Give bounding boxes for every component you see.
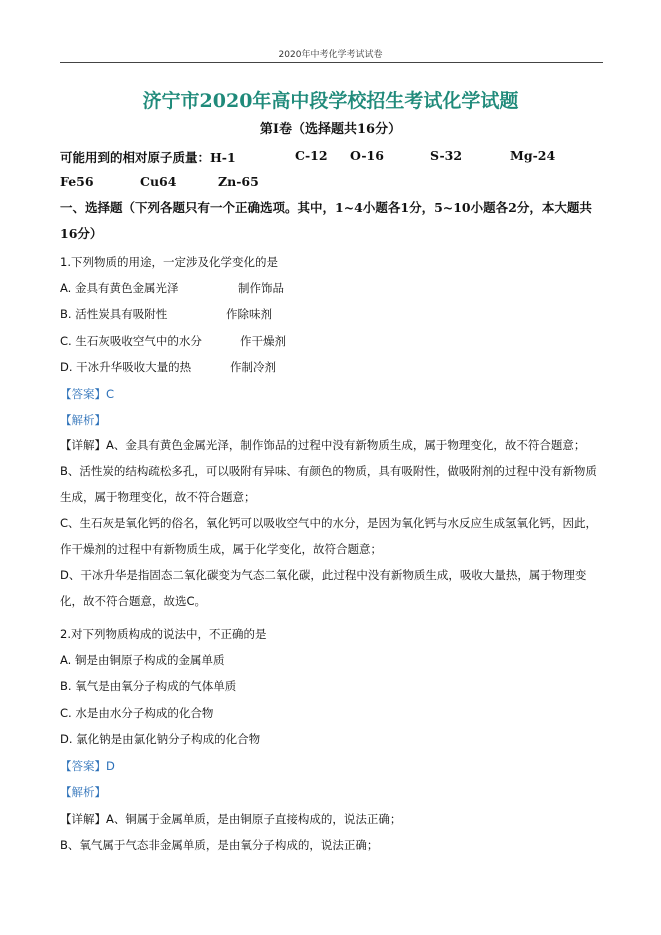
question-2-stem: 2.对下列物质构成的说法中，不正确的是 <box>60 627 267 641</box>
running-header: 2020年中考化学考试试卷 <box>278 50 383 60</box>
q1-detail-d: D、干冰升华是指固态二氧化碳变为气态二氧化碳，此过程中没有新物质生成，吸收大量热，属于物理变化，故不符合题意，故选C。 <box>60 568 587 608</box>
section-heading: 一、选择题（下列各题只有一个正确选项。其中，1~4小题各1分，5~10小题各2分，本大题共16分） <box>60 200 592 241</box>
atomic-masses-row-2 <box>60 174 605 194</box>
q1-option-b: B. 活性炭具有吸附性 作除味剂 <box>60 307 272 321</box>
q1-analysis-label: 【解析】 <box>60 413 106 427</box>
header-rule <box>60 62 603 63</box>
q1-option-a: A. 金具有黄色金属光泽 制作饰品 <box>60 281 284 295</box>
atomic-mass-fe: Fe56 <box>60 174 94 189</box>
atomic-mass-o: O-16 <box>350 148 384 163</box>
q1-option-c: C. 生石灰吸收空气中的水分 作干燥剂 <box>60 334 286 348</box>
q1-detail <box>60 432 605 614</box>
q2-option-a: A. 铜是由铜原子构成的金属单质 <box>60 653 225 667</box>
atomic-mass-s: S-32 <box>430 148 463 163</box>
q1-detail-a: 【详解】A、金具有黄色金属光泽，制作饰品的过程中没有新物质生成，属于物理变化，故不符合题意； <box>60 438 586 452</box>
atomic-mass-label: 可能用到的相对原子质量：H-1 <box>60 150 236 165</box>
q1-detail-c: C、生石灰是氧化钙的俗名，氧化钙可以吸收空气中的水分，是因为氧化钙与水反应生成氢氧化钙，因此，作干燥剂的过程中有新物质生成，属于化学变化，故符合题意； <box>60 516 598 556</box>
q1-answer: 【答案】C <box>60 387 115 401</box>
q2-analysis-label: 【解析】 <box>60 785 106 799</box>
q2-detail-a: 【详解】A、铜属于金属单质，是由铜原子直接构成的，说法正确； <box>60 812 402 826</box>
q2-option-d: D. 氯化钠是由氯化钠分子构成的化合物 <box>60 732 261 746</box>
atomic-mass-zn: Zn-65 <box>218 174 259 189</box>
section-subtitle: 第Ⅰ卷（选择题共16分） <box>259 122 402 137</box>
exam-title: 济宁市2020年高中段学校招生考试化学试题 <box>142 90 519 112</box>
q1-detail-b: B、活性炭的结构疏松多孔，可以吸附有异味、有颜色的物质，具有吸附性，做吸附剂的过程中没有新物质生成，属于物理变化，故不符合题意； <box>60 464 597 504</box>
atomic-mass-cu: Cu64 <box>140 174 177 189</box>
q1-option-d: D. 干冰升华吸收大量的热 作制冷剂 <box>60 360 276 374</box>
atomic-masses-row-1 <box>60 148 605 168</box>
q2-detail-b: B、氧气属于气态非金属单质，是由氧分子构成的，说法正确； <box>60 838 379 852</box>
q2-option-b: B. 氧气是由氧分子构成的气体单质 <box>60 679 237 693</box>
question-1-stem: 1.下列物质的用途，一定涉及化学变化的是 <box>60 255 278 269</box>
atomic-mass-mg: Mg-24 <box>510 148 556 163</box>
q2-option-c: C. 水是由水分子构成的化合物 <box>60 706 214 720</box>
atomic-mass-c: C-12 <box>295 148 328 163</box>
q2-answer: 【答案】D <box>60 759 115 773</box>
